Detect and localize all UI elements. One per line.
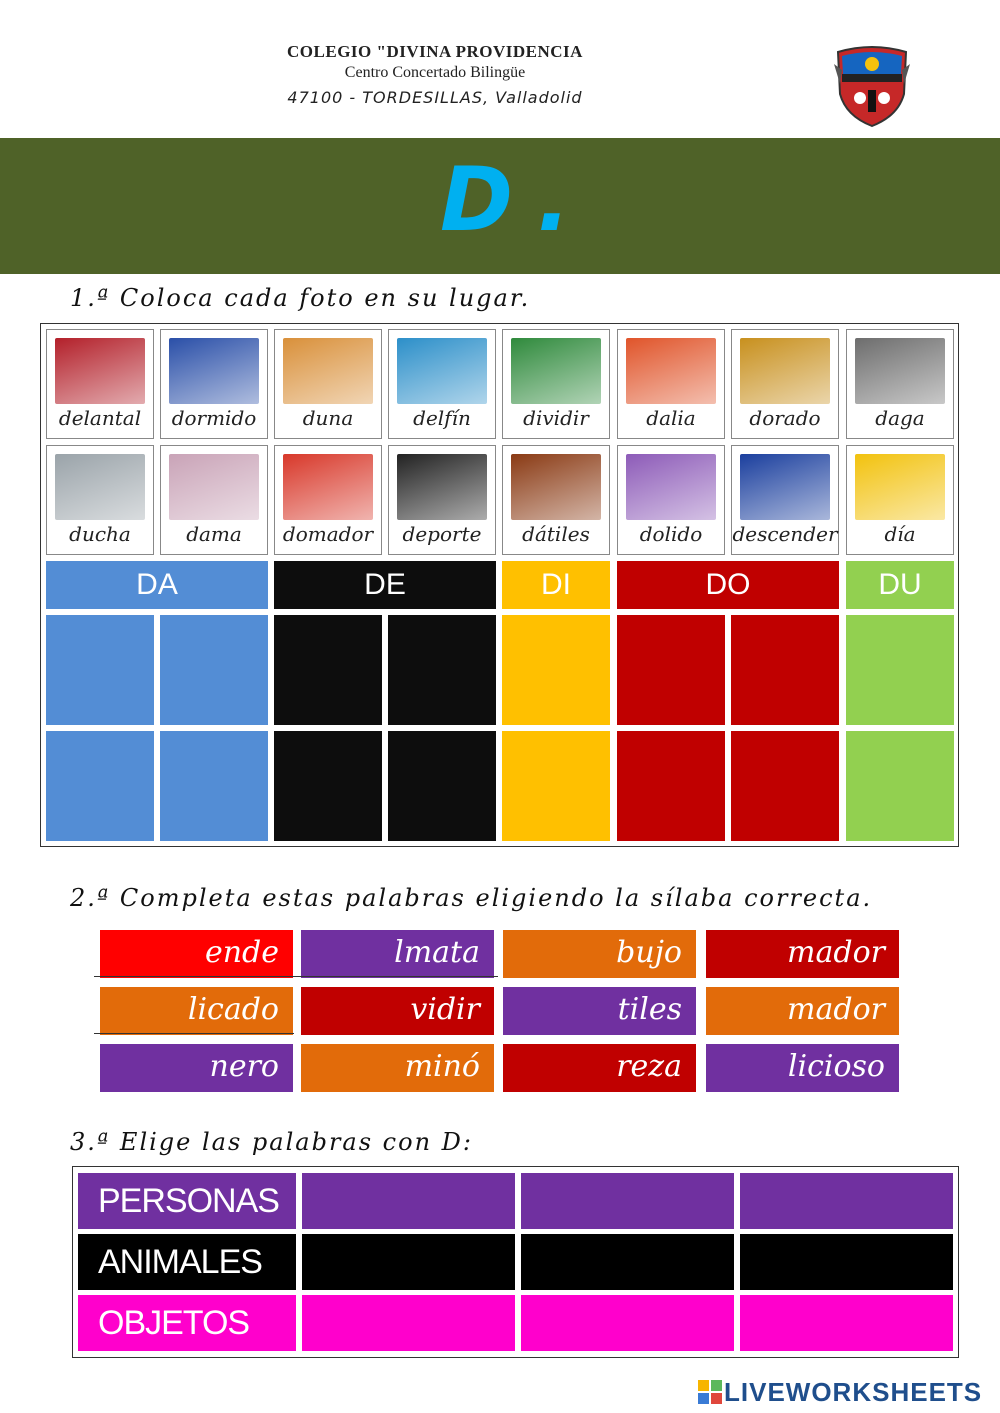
category-drop-cell[interactable] [302,1173,515,1229]
photo-card-word: dátiles [522,522,590,546]
photo-card[interactable] [274,329,382,439]
tamer-icon [283,454,373,520]
school-name: COLEGIO "DIVINA PROVIDENCIA [287,42,583,61]
drop-slot[interactable] [46,615,154,725]
school-crest-icon [832,44,912,128]
photo-card-word: dorado [749,406,821,430]
word-fragment-box[interactable]: mador [706,930,899,978]
photo-card[interactable] [388,329,496,439]
dagger-icon [855,338,945,404]
photo-card-word: dividir [523,406,589,430]
category-drop-cell[interactable] [521,1295,734,1351]
photo-card[interactable] [617,329,725,439]
photo-card[interactable] [46,329,154,439]
photo-card-word: duna [302,406,354,430]
word-fragment-box[interactable]: nero [100,1044,293,1092]
photo-card[interactable] [731,445,839,555]
category-drop-cell[interactable] [302,1295,515,1351]
drop-slot[interactable] [731,731,839,841]
column-header-do: DO [617,561,839,609]
word-fragment-box[interactable]: reza [503,1044,696,1092]
brand-text: LIVEWORKSHEETS [724,1377,983,1407]
word-fragment-box[interactable]: licioso [706,1044,899,1092]
photo-card-word: dormido [171,406,257,430]
drop-slot[interactable] [160,615,268,725]
drop-slot[interactable] [274,615,382,725]
word-fragment-box[interactable]: ende [100,930,293,978]
category-drop-cell[interactable] [302,1234,515,1290]
photo-card-word: deporte [402,522,482,546]
apron-icon [55,338,145,404]
dune-icon [283,338,373,404]
word-fragment-box[interactable]: tiles [503,987,696,1035]
exercise1-title: 1.ª Coloca cada foto en su lugar. [70,284,531,312]
liveworksheets-logo-icon [698,1380,722,1404]
drop-slot[interactable] [388,731,496,841]
school-address: 47100 - TORDESILLAS, Valladolid [287,88,583,107]
photo-card-word: domador [282,522,374,546]
category-drop-cell[interactable] [740,1173,953,1229]
word-fragment-box[interactable]: licado [100,987,293,1035]
drop-slot[interactable] [846,731,954,841]
shower-icon [55,454,145,520]
school-header [0,42,870,107]
word-fragment-box[interactable]: bujo [503,930,696,978]
gold-silk-icon [740,338,830,404]
school-subtitle: Centro Concertado Bilingüe [344,64,526,81]
drop-slot[interactable] [388,615,496,725]
column-header-du: DU [846,561,954,609]
dahlia-icon [626,338,716,404]
word-fragment-box[interactable]: vidir [301,987,494,1035]
drop-slot[interactable] [846,615,954,725]
hurt-child-icon [626,454,716,520]
photo-card[interactable] [502,445,610,555]
drop-slot[interactable] [502,731,610,841]
column-header-de: DE [274,561,496,609]
answer-line [94,976,498,977]
drop-slot[interactable] [502,615,610,725]
category-label-objetos: OBJETOS [78,1295,296,1351]
photo-card-word: dolido [639,522,703,546]
column-header-di: DI [502,561,610,609]
photo-card[interactable] [160,329,268,439]
photo-card[interactable] [846,445,954,555]
answer-line [94,1033,294,1034]
exercise2-title: 2.ª Completa estas palabras eligiendo la sílaba correcta. [70,884,873,912]
photo-card[interactable] [617,445,725,555]
photo-card-word: día [884,522,916,546]
drop-slot[interactable] [46,731,154,841]
liveworksheets-brand [698,1377,982,1408]
photo-card-word: dalia [646,406,696,430]
drop-slot[interactable] [274,731,382,841]
photo-card-word: descender [732,522,838,546]
stairs-down-icon [740,454,830,520]
lady-icon [169,454,259,520]
sleeping-child-icon [169,338,259,404]
photo-card[interactable] [46,445,154,555]
dolphin-icon [397,338,487,404]
column-header-da: DA [46,561,268,609]
category-drop-cell[interactable] [740,1234,953,1290]
photo-card[interactable] [388,445,496,555]
photo-card-word: ducha [69,522,131,546]
sun-icon [855,454,945,520]
photo-card-word: dama [186,522,242,546]
category-drop-cell[interactable] [740,1295,953,1351]
photo-card[interactable] [731,329,839,439]
exercise3-title: 3.ª Elige las palabras con D: [70,1128,473,1156]
category-label-animales: ANIMALES [78,1234,296,1290]
banner-title: D. [440,148,595,251]
chalkboard-icon [511,338,601,404]
word-fragment-box[interactable]: lmata [301,930,494,978]
photo-card-word: daga [875,406,925,430]
photo-card[interactable] [160,445,268,555]
photo-card[interactable] [502,329,610,439]
photo-card[interactable] [274,445,382,555]
dates-icon [511,454,601,520]
word-fragment-box[interactable]: minó [301,1044,494,1092]
drop-slot[interactable] [617,615,725,725]
photo-card[interactable] [846,329,954,439]
photo-card-word: delfín [413,406,471,430]
category-drop-cell[interactable] [521,1234,734,1290]
drop-slot[interactable] [731,615,839,725]
word-fragment-box[interactable]: mador [706,987,899,1035]
sports-icon [397,454,487,520]
category-drop-cell[interactable] [521,1173,734,1229]
drop-slot[interactable] [160,731,268,841]
photo-card-word: delantal [58,406,142,430]
drop-slot[interactable] [617,731,725,841]
category-label-personas: PERSONAS [78,1173,296,1229]
